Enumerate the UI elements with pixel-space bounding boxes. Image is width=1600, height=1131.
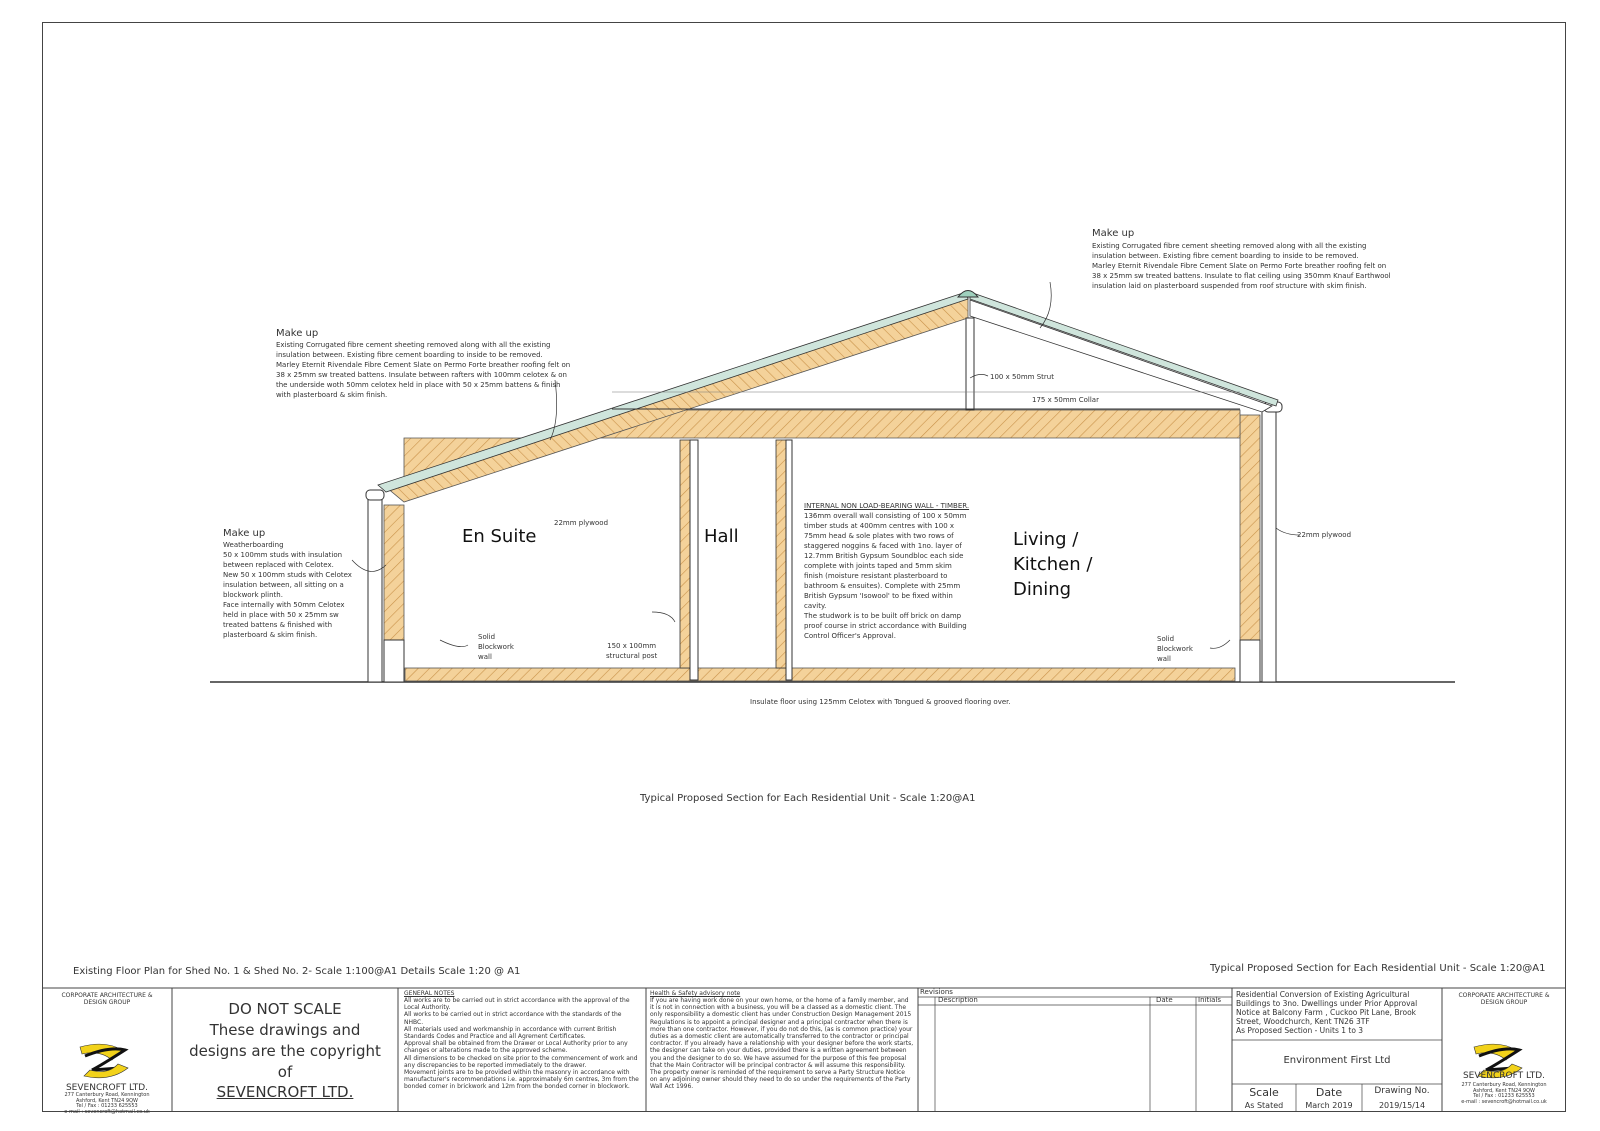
rev-col-date: Date: [1156, 996, 1173, 1004]
room-en-suite: En Suite: [462, 526, 537, 547]
company-heading-left: CORPORATE ARCHITECTURE & DESIGN GROUP: [61, 992, 153, 1007]
hall-wall-left: [680, 440, 690, 668]
wall-heading: Make up: [223, 528, 266, 539]
left-roof-heading: Make up: [276, 328, 319, 339]
health-safety-heading: Health & Safety advisory note: [650, 990, 741, 997]
structural-post: [690, 440, 698, 680]
logo-left: [80, 1044, 128, 1078]
blockwork-label-right: Solid Blockwork wall: [1157, 635, 1193, 663]
sheet-caption-left: Existing Floor Plan for Shed No. 1 & Shed No. 2- Scale 1:100@A1 Details Scale 1:20 @ A1: [73, 966, 521, 977]
floor-note: Insulate floor using 125mm Celotex with Tongued & grooved flooring over.: [750, 698, 1011, 706]
rev-col-initials: Initials: [1198, 996, 1222, 1004]
company-name-right: SEVENCROFT LTD.: [1462, 1071, 1546, 1081]
right-roof-heading: Make up: [1092, 228, 1135, 239]
date-label: Date: [1315, 1086, 1343, 1099]
left-gutter: [366, 490, 384, 500]
wall-note: Weatherboarding 50 x 100mm studs with insulation between replaced with Celotex. New 50 x 100mm studs with Celotex insulation between, all sitting on a blockwork plinth. Face internally with 50mm Celotex held in place with 50 x 25mm sw treated battens & finished with plasterboard & skim finish.: [223, 541, 352, 639]
copyright-text: These drawings and designs are the copyright of: [189, 1021, 381, 1081]
section-caption: Typical Proposed Section for Each Residential Unit - Scale 1:20@A1: [640, 793, 976, 804]
drawing-no-label: Drawing No.: [1374, 1086, 1430, 1096]
collar-label: 175 x 50mm Collar: [1032, 396, 1099, 404]
right-blockwork: [1240, 640, 1260, 682]
internal-wall-heading: INTERNAL NON LOAD-BEARING WALL - TIMBER.: [804, 502, 970, 510]
scale-label: Scale: [1249, 1086, 1279, 1099]
drawing-no-value: 2019/15/14: [1378, 1101, 1426, 1110]
company-heading-right: CORPORATE ARCHITECTURE & DESIGN GROUP: [1458, 992, 1550, 1007]
ridge-cap: [958, 291, 978, 298]
copyright-owner: SEVENCROFT LTD.: [216, 1083, 354, 1101]
client-name: Environment First Ltd: [1283, 1055, 1391, 1066]
right-roof-note: Existing Corrugated fibre cement sheeting removed along with all the existing insulation between. Existing fibre cement boarding to inside to be removed. Marley Eternit Rivendale Fibre Cement Slate on Permo Forte breather roofing felt on 38 x 25mm sw treated battens. Insulate to flat ceiling using 350mm Knauf Earthwool insulation laid on plasterboard suspended from roof structure with skim finish.: [1092, 242, 1391, 290]
sheet-caption-right: Typical Proposed Section for Each Residential Unit - Scale 1:20@A1: [1210, 963, 1546, 974]
rev-col-description: Description: [938, 996, 978, 1004]
right-roof-slates: [970, 292, 1278, 406]
strut: [966, 318, 974, 410]
right-roof-structure: [970, 300, 1272, 412]
room-hall: Hall: [704, 526, 739, 547]
date-value: March 2019: [1305, 1101, 1353, 1110]
revisions-label: Revisions: [920, 988, 953, 996]
left-plinth: [368, 495, 382, 682]
left-blockwork: [384, 640, 404, 682]
strut-label: 100 x 50mm Strut: [990, 373, 1054, 381]
plywood-label-left: 22mm plywood: [554, 519, 609, 527]
room-living-kitchen-dining: Living / Kitchen / Dining: [1013, 529, 1093, 600]
plywood-label-right: 22mm plywood: [1297, 531, 1352, 539]
post-label: 150 x 100mm structural post: [606, 642, 658, 660]
blockwork-label-left: Solid Blockwork wall: [478, 633, 514, 661]
hall-wall-right: [776, 440, 786, 668]
do-not-scale: DO NOT SCALE: [228, 1000, 342, 1018]
left-roof-insulation: [386, 298, 968, 502]
internal-wall-note: 136mm overall wall consisting of 100 x 50mm timber studs at 400mm centres with 100 x 75mm head & sole plates with two rows of staggered noggins & faced with 1no. layer of 12.7mm British Gypsum Soundbloc each side complete with joints taped and 5mm skim finish (moisture resistant plasterboard to bathroom & ensuites). Complete with 25mm British Gypsum 'Isowool' to be fixed within cavity. The studwork is to be built off brick on damp proof course in strict accordance with Building Control Officer's Approval.: [804, 512, 967, 640]
general-notes: All works are to be carried out in strict accordance with the approval of the Local Authority. All works to be carried out in strict accordance with the standards of the NHBC. All materials used and workmanship in accordance with current British Standards Codes and Practice and all Agrement Certificates. Approval shall be obtained from the Drawer or Local Authority prior to any changes or alterations made to the approved scheme. All dimensions to be checked on site prior to the commencement of work and any discrepancies to be reported immediately to the drawer. Movement joints are to be provided within the masonry in accordance with manufacturer's recommendations i.e. approximately 6m centres, 3m from the bonded corner in brickwork and 12m from the bonded corner in blockwork.: [404, 997, 639, 1091]
company-address-left: 277 Canterbury Road, Kennington Ashford, Kent TN24 9QW Tel / Fax : 01233 625553 e-mail : sevencroft@hotmail.co.uk: [64, 1092, 150, 1115]
health-safety-note: If you are having work done on your own home, or the home of a family member, and it is not in connection with a business, you will be a classed as a domestic client. The only responsibility a domestic client has under Construction Design Management 2015 Regulations is to appoint a principal designer and a principal contractor when there is more than one contractor. However, if you do not do this, (as is common practice) your duties as a domestic client are automatically transferred to the contractor or principal contractor. If you already have a relationship with your designer before the work starts, the designer can take on your duties, provided there is a written agreement between you and the designer to do so. We have assumed for the purpose of this fee proposal that the Main Contractor will be principal contractor & will assume this responsibility. The property owner is reminded of the requirement to serve a Party Structure Notice on any adjoining owner should they need to do so under the requirements of the Party Wall Act 1996.: [650, 997, 914, 1091]
right-plinth: [1262, 408, 1276, 682]
company-name-left: SEVENCROFT LTD.: [65, 1083, 149, 1093]
left-roof-note: Existing Corrugated fibre cement sheeting removed along with all the existing insulation between. Existing fibre cement boarding to inside to be removed. Marley Eternit Rivendale Fibre Cement Slate on Permo Forte breather roofing felt on 38 x 25mm sw treated battens. Insulate between rafters with 100mm celotex & on the underside woth 50mm celotex held in place with 50 x 25mm battens & finish with plasterboard & skim finish.: [276, 341, 571, 399]
scale-value: As Stated: [1244, 1101, 1284, 1110]
right-wall-insulation: [1240, 415, 1260, 640]
general-notes-heading: GENERAL NOTES: [404, 990, 455, 997]
company-address-right: 277 Canterbury Road, Kennington Ashford, Kent TN24 9QW Tel / Fax : 01233 625553 e-mail : sevencroft@hotmail.co.uk: [1461, 1082, 1547, 1105]
left-wall-insulation: [384, 505, 404, 640]
floor-insulation: [405, 668, 1235, 681]
project-description: Residential Conversion of Existing Agricultural Buildings to 3no. Dwellings under Prior Approval Notice at Balcony Farm , Cuckoo Pit Lane, Brook Street, Woodchurch, Kent TN26 3TF As Proposed Section - Units 1 to 3: [1236, 990, 1418, 1035]
